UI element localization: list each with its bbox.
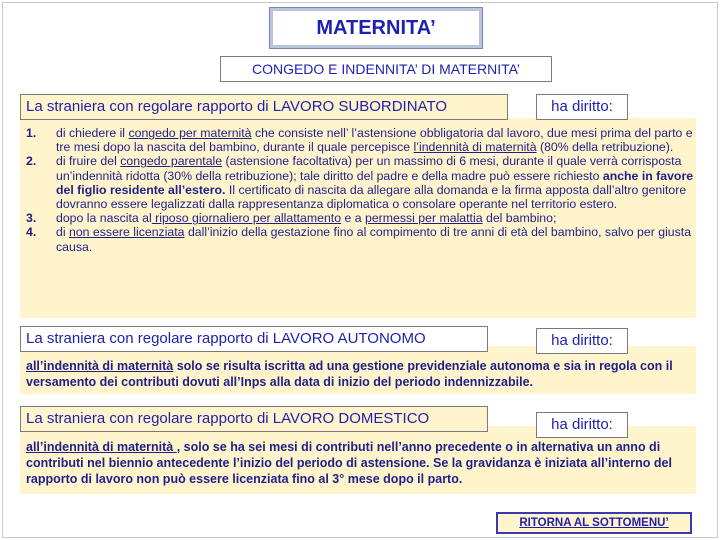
riposo-allattamento-link: riposo giornaliero per allattamento	[151, 211, 342, 226]
item-bold-text: anche in favore del figlio residente all’estero.	[56, 168, 694, 197]
list-item	[26, 211, 694, 225]
non-licenziata-link: non essere licenziata	[69, 225, 185, 240]
section-header-domestico: La straniera con regolare rapporto di LAVORO DOMESTICO	[20, 406, 488, 432]
item-text: del bambino;	[482, 211, 557, 226]
list-item	[26, 225, 694, 253]
item-text: e a	[341, 211, 365, 226]
domestico-text	[26, 439, 692, 487]
indennita-autonomo-link: all’indennità di maternità	[26, 359, 174, 373]
paragraph-text: , solo se ha sei mesi di contributi nell’anno precedente o in alternativa un anno di contributi nel biennio antecedente l’inizio del periodo di astensione. Se la gravidanza è iniziata all’interno del rapporto di lavoro non può essere licenziata fino al 3° mese dopo il parto.	[26, 440, 672, 486]
congedo-parentale-link: congedo parentale	[120, 154, 223, 169]
right-label-subordinato: ha diritto:	[536, 94, 628, 120]
paragraph-text: solo se risulta iscritta ad una gestione previdenziale autonoma e sia in regola con il versamento dei contributi dovuti all’Inps alla data di inizio del periodo indennizzabile.	[26, 359, 673, 389]
item-text: dopo la nascita al	[56, 211, 152, 226]
item-text: di chiedere il	[56, 126, 129, 140]
item-text: (astensione facoltativa) per un massimo di 6 mesi, durante il quale verrà corrisposta un’indennità ridotta (30% della retribuzione); tale diritto del padre e della madre può essere richiesto	[56, 154, 682, 183]
page-subtitle: CONGEDO E INDENNITA’ DI MATERNITA’	[220, 56, 552, 82]
item-text: di fruire del	[56, 154, 121, 169]
item-text: dall’inizio della gestazione fino al compimento di tre anni di età del bambino, salvo per giusta causa.	[56, 225, 692, 254]
autonomo-text	[26, 358, 692, 390]
section-header-autonomo: La straniera con regolare rapporto di LAVORO AUTONOMO	[20, 326, 488, 352]
congedo-maternita-link: congedo per maternità	[128, 126, 252, 140]
rights-list-subordinato	[26, 126, 694, 254]
list-item	[26, 126, 694, 154]
item-text: Il certificato di nascita da allegare alla domanda e la firma apposta dall’altro genitore dovranno essere legalizzati dalla rappresentanza diplomatica o consolare operante nel territorio estero.	[56, 182, 687, 212]
item-text: di	[56, 225, 69, 240]
section-header-subordinato: La straniera con regolare rapporto di LAVORO SUBORDINATO	[20, 94, 508, 120]
permessi-malattia-link: permessi per malattia	[365, 211, 483, 226]
list-number: 1.	[26, 126, 37, 140]
list-item	[26, 154, 694, 211]
item-text: (80% della retribuzione).	[536, 140, 674, 155]
indennita-domestico-link: all’indennità di maternità	[26, 440, 177, 454]
right-label-domestico: ha diritto:	[536, 412, 628, 438]
list-number: 2.	[26, 154, 37, 169]
indennita-maternita-link: l’indennità di maternità	[413, 140, 537, 155]
list-number: 3.	[26, 211, 37, 226]
right-label-autonomo: ha diritto:	[536, 328, 628, 354]
item-text: che consiste nell’ l’astensione obbligatoria dal lavoro, due mesi prima del parto e tre mesi dopo la nascita del bambino, durante il quale percepisce	[56, 126, 693, 155]
page-title: MATERNITA’	[270, 8, 482, 48]
back-to-submenu-button[interactable]: RITORNA AL SOTTOMENU’	[496, 512, 692, 534]
list-number: 4.	[26, 225, 37, 240]
